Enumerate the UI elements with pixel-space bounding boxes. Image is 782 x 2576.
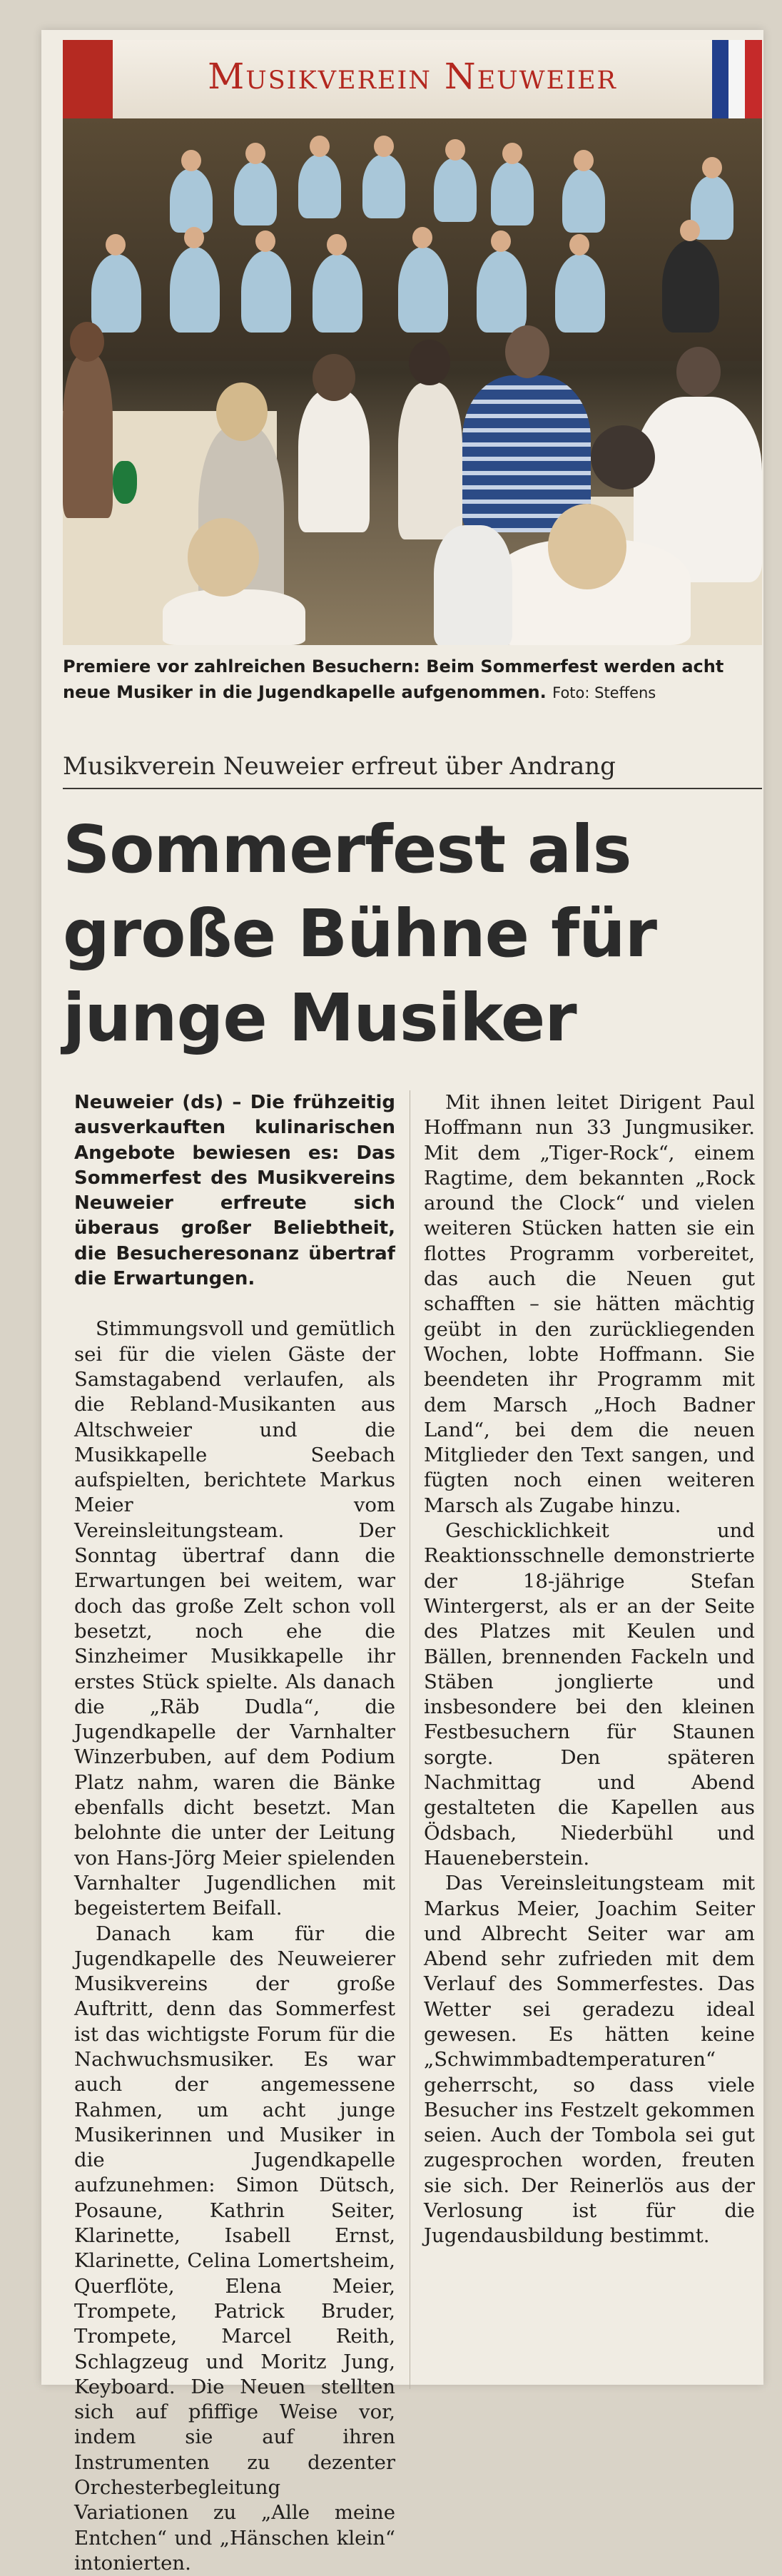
- caption-text: Premiere vor zahlreichen Besuchern: Beim Sommerfest werden acht neue Musiker in die Jugendkapelle aufgenommen.: [63, 656, 723, 702]
- banner-decoration-left: [63, 40, 113, 118]
- photo-credit: Foto: Steffens: [552, 684, 656, 701]
- photo-caption: [63, 654, 762, 706]
- article-photo: [63, 40, 762, 645]
- article-paragraph-4: Geschicklichkeit und Reaktionsschnelle demonstrierte der 18-jährige Stefan Wintergerst, als er an der Seite des Platzes mit Keulen und Bällen, brennenden Fackeln und Stäben jonglierte und insbesondere bei den kleinen Festbesuchern für Staunen sorgte. Den späteren Nachmittag und Abend gestalteten die Kapellen aus Ödsbach, Niederbühl und Haueneberstein.: [424, 1518, 755, 1871]
- article-column-right: [424, 1090, 755, 2249]
- newspaper-clipping: [41, 30, 763, 2385]
- french-flag: [712, 40, 762, 118]
- article-paragraph-1: Stimmungsvoll und gemütlich sei für die vielen Gäste der Samstagabend verlaufen, als die Rebland-Musikanten aus Altschweier und die Musikkapelle Seebach aufspielten, berichtete Markus Meier vom Vereinsleitungsteam. Der Sonntag übertraf dann die Erwartungen bei weitem, war doch das große Zelt schon voll besetzt, noch ehe die Sinzheimer Musikkapelle ihr erstes Stück spielte. Als danach die „Räb Dudla“, die Jugendkapelle der Varnhalter Winzerbuben, auf dem Podium Platz nahm, waren die Bänke ebenfalls dicht besetzt. Man belohnte die unter der Leitung von Hans-Jörg Meier spielenden Varnhalter Jugendlichen mit begeistertem Beifall.: [74, 1317, 395, 1921]
- headline-line-3: junge Musiker: [63, 976, 762, 1060]
- article-kicker: Musikverein Neuweier erfreut über Andrang: [63, 751, 762, 789]
- article-lead: Neuweier (ds) – Die frühzeitig ausverkauften kulinarischen Angebote bewiesen es: Das Sommerfest des Musikvereins Neuweier erfreute sich überaus großer Beliebtheit, die Besucheresonanz übertraf die Erwartungen.: [74, 1090, 395, 1292]
- article-paragraph-5: Das Vereinsleitungsteam mit Markus Meier, Joachim Seiter und Albrecht Seiter war am Abend sehr zufrieden mit dem Verlauf des Sommerfestes. Das Wetter sei geradezu ideal gewesen. Es hätten keine „Schwimmbadtemperaturen“ geherrscht, so dass viele Besucher ins Festzelt gekommen seien. Auch der Tombola sei gut zugesprochen worden, freuten sie sich. Der Reinerlös aus der Verlosung ist für die Jugendausbildung bestimmt.: [424, 1871, 755, 2248]
- flower-vase: [113, 461, 137, 504]
- article-column-left: [74, 1090, 395, 2576]
- stage-band: [63, 118, 762, 361]
- photo-banner: [63, 40, 762, 118]
- article-paragraph-2: Danach kam für die Jugendkapelle des Neuweierer Musikvereins der große Auftritt, denn das Sommerfest ist das wichtigste Forum für die Nachwuchsmusiker. Es war auch der angemessene Rahmen, um acht junge Musikerinnen und Musiker in die Jugendkapelle aufzunehmen: Simon Dütsch, Posaune, Kathrin Seiter, Klarinette, Isabell Ernst, Klarinette, Celina Lomertsheim, Querflöte, Elena Meier, Trompete, Patrick Bruder, Trompete, Marcel Reith, Schlagzeug und Moritz Jung, Keyboard. Die Neuen stellten sich auf pfiffige Weise vor, indem sie auf ihren Instrumenten zu dezenter Orchesterbegleitung Variationen zu „Alle meine Entchen“ und „Hänschen klein“ intonierten.: [74, 1922, 395, 2576]
- article-paragraph-3: Mit ihnen leitet Dirigent Paul Hoffmann nun 33 Jungmusiker. Mit dem „Tiger-Rock“, einem Ragtime, dem bekannten „Rock around the Clock“ und vielen weiteren Stücken hatten sie ein flottes Programm vorbereitet, das auch die Neuen gut schafften – sie hätten mächtig geübt in den zurückliegenden Wochen, lobte Hoffmann. Sie beendeten ihr Programm mit dem Marsch „Hoch Badner Land“, bei dem die neuen Mitglieder den Text sangen, und fügten noch einen weiteren Marsch als Zugabe hinzu.: [424, 1090, 755, 1518]
- article-headline: [63, 808, 762, 1060]
- headline-line-2: große Bühne für: [63, 892, 762, 976]
- headline-line-1: Sommerfest als: [63, 808, 762, 892]
- banner-text: Musikverein Neuweier: [113, 56, 712, 97]
